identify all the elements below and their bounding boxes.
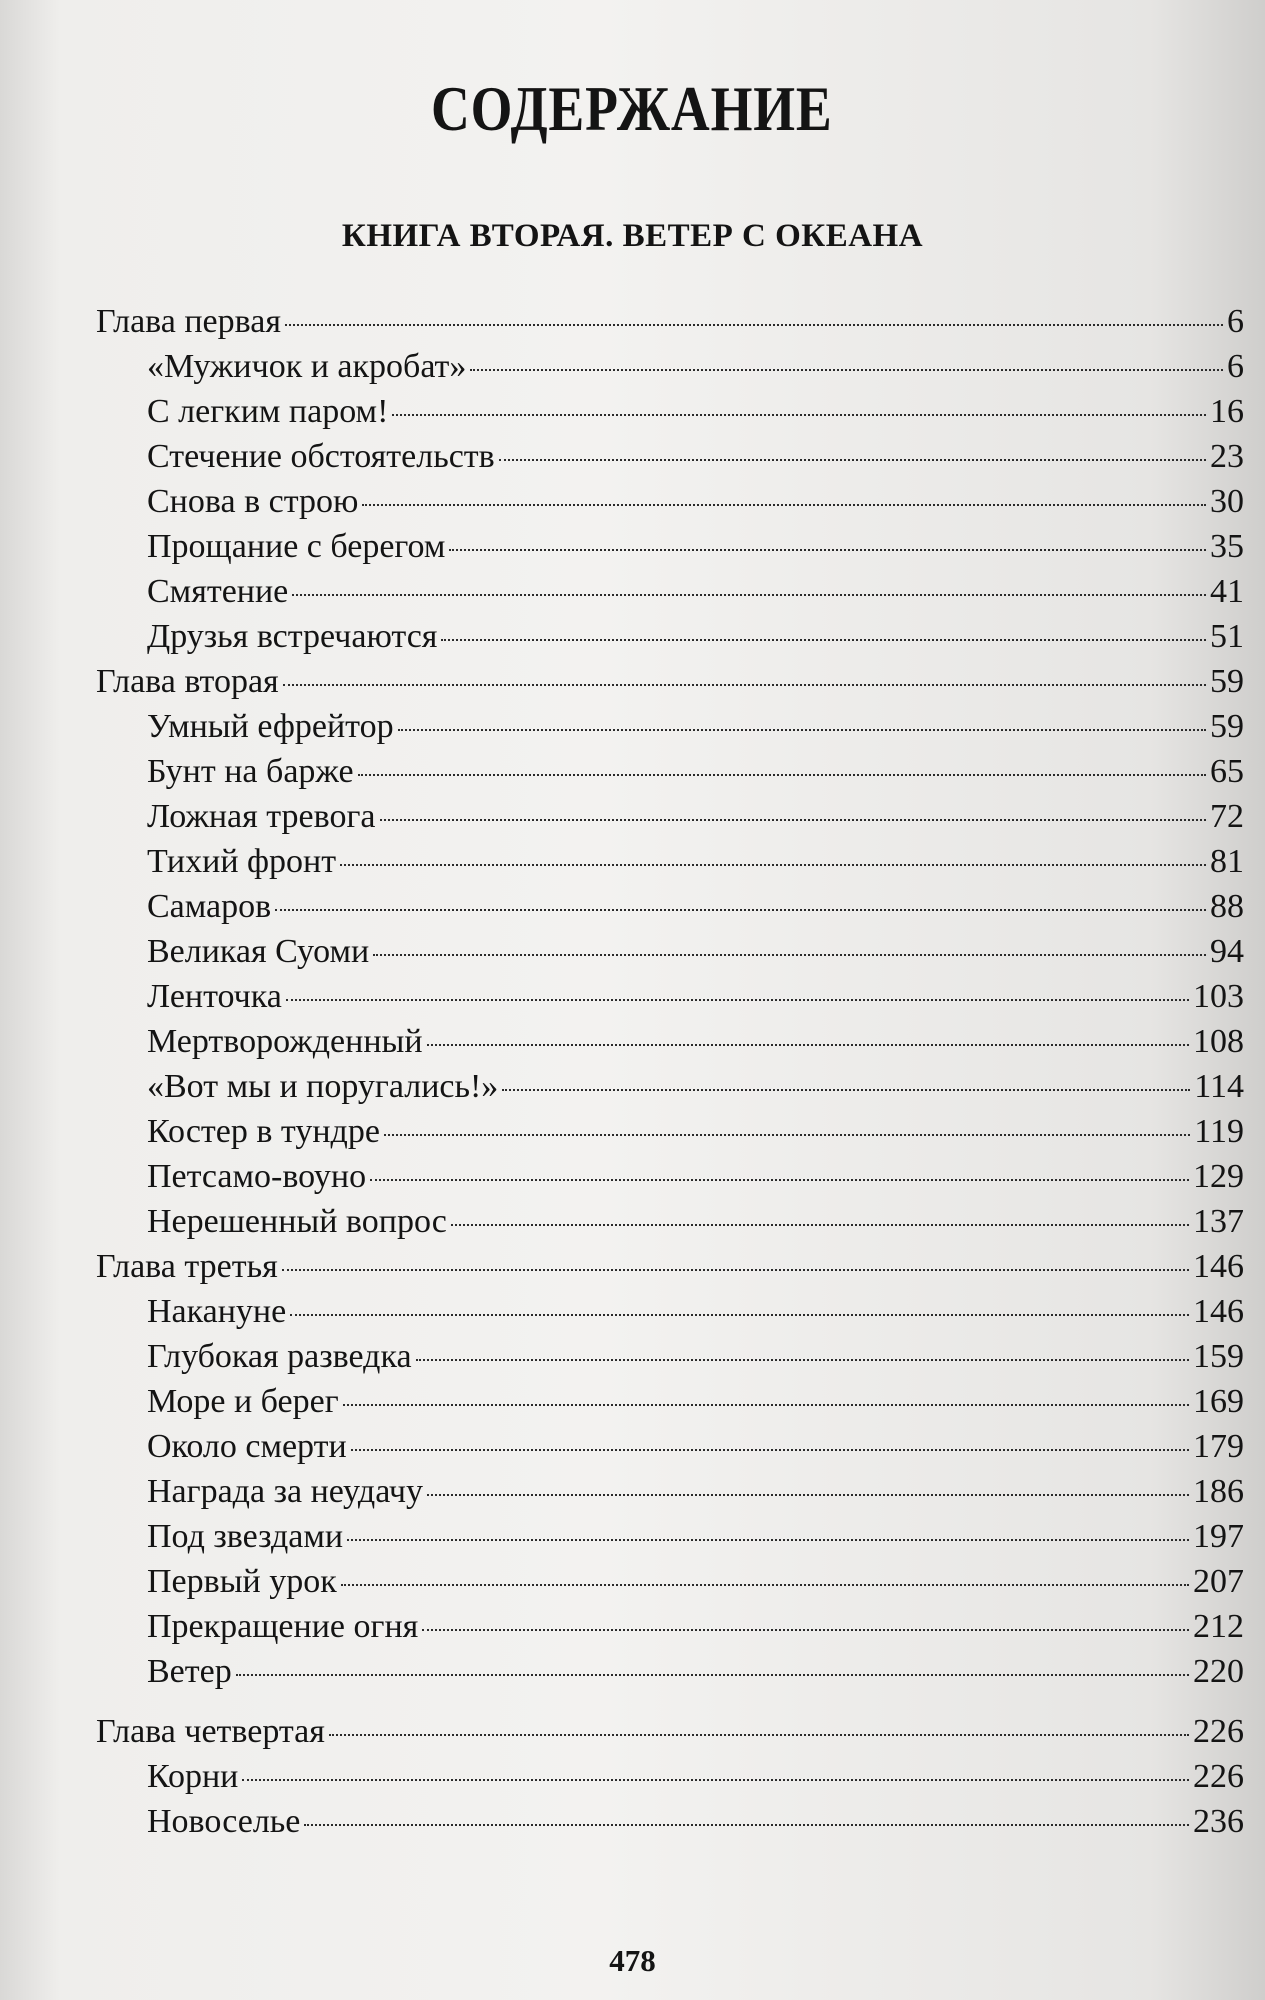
toc-section-row[interactable] (147, 1200, 1244, 1244)
dot-leader (304, 1824, 1189, 1826)
toc-entry-title: «Мужичок и акробат» (147, 348, 467, 385)
toc-entry-page: 159 (1193, 1338, 1244, 1375)
toc-entry-title: Нерешенный вопрос (147, 1203, 447, 1240)
toc-entry-title: Прощание с берегом (147, 528, 446, 565)
dot-leader (343, 1404, 1189, 1406)
toc-section-row[interactable] (147, 345, 1244, 389)
toc-entry-title: Бунт на барже (147, 753, 354, 790)
toc-entry-page: 94 (1210, 933, 1244, 970)
toc-entry-title: Глава первая (96, 303, 281, 340)
toc-entry-page: 226 (1193, 1713, 1244, 1750)
toc-entry-title: Костер в тундре (147, 1113, 380, 1150)
toc-entry-page: 59 (1210, 708, 1244, 745)
toc-entry-page: 179 (1193, 1428, 1244, 1465)
dot-leader (470, 369, 1223, 371)
toc-entry-page: 236 (1193, 1803, 1244, 1840)
toc-entry-title: Награда за неудачу (147, 1473, 424, 1510)
toc-entry-title: Ложная тревога (147, 798, 376, 835)
dot-leader (329, 1734, 1189, 1736)
toc-entry-title: Самаров (147, 888, 272, 925)
toc-entry-page: 16 (1210, 393, 1244, 430)
dot-leader (370, 1179, 1189, 1181)
toc-entry-title: Море и берег (147, 1383, 339, 1420)
dot-leader (427, 1494, 1189, 1496)
toc-chapter-row[interactable] (96, 1710, 1244, 1754)
toc-section-row[interactable] (147, 1605, 1244, 1649)
toc-entry-title: Корни (147, 1758, 239, 1795)
toc-section-row[interactable] (147, 750, 1244, 794)
toc-section-row[interactable] (147, 1470, 1244, 1514)
toc-section-row[interactable] (147, 1065, 1244, 1109)
toc-entry-title: Глубокая разведка (147, 1338, 412, 1375)
toc-entry-title: Глава четвертая (96, 1713, 325, 1750)
toc-entry-page: 35 (1210, 528, 1244, 565)
toc-section-row[interactable] (147, 390, 1244, 434)
dot-leader (275, 909, 1206, 911)
toc-section-row[interactable] (147, 840, 1244, 884)
dot-leader (347, 1539, 1189, 1541)
dot-leader (358, 774, 1206, 776)
toc-entry-page: 169 (1193, 1383, 1244, 1420)
toc-entry-page: 186 (1193, 1473, 1244, 1510)
dot-leader (283, 684, 1206, 686)
toc-section-row[interactable] (147, 1020, 1244, 1064)
toc-section-row[interactable] (147, 1155, 1244, 1199)
toc-entry-page: 108 (1193, 1023, 1244, 1060)
toc-entry-page: 59 (1210, 663, 1244, 700)
dot-leader (292, 594, 1206, 596)
dot-leader (499, 459, 1206, 461)
dot-leader (441, 639, 1206, 641)
toc-entry-title: Около смерти (147, 1428, 347, 1465)
toc-entry-page: 65 (1210, 753, 1244, 790)
toc-entry-page: 220 (1193, 1653, 1244, 1690)
dot-leader (380, 819, 1206, 821)
toc-entry-title: Мертворожденный (147, 1023, 423, 1060)
toc-entry-page: 119 (1194, 1113, 1244, 1150)
toc-section-row[interactable] (147, 1560, 1244, 1604)
toc-section-row[interactable] (147, 1290, 1244, 1334)
dot-leader (340, 864, 1206, 866)
dot-leader (285, 324, 1223, 326)
toc-entry-page: 146 (1193, 1293, 1244, 1330)
toc-entry-page: 6 (1227, 348, 1244, 385)
dot-leader (341, 1584, 1189, 1586)
toc-section-row[interactable] (147, 1110, 1244, 1154)
toc-section-row[interactable] (147, 1425, 1244, 1469)
toc-entry-title: Великая Суоми (147, 933, 370, 970)
dot-leader (282, 1269, 1189, 1271)
toc-section-row[interactable] (147, 1380, 1244, 1424)
dot-leader (422, 1629, 1189, 1631)
dot-leader (427, 1044, 1189, 1046)
toc-chapter-row[interactable] (96, 1245, 1244, 1289)
dot-leader (351, 1449, 1189, 1451)
toc-entry-page: 146 (1193, 1248, 1244, 1285)
toc-entry-page: 23 (1210, 438, 1244, 475)
toc-entry-title: Прекращение огня (147, 1608, 419, 1645)
toc-entry-title: Снова в строю (147, 483, 359, 520)
book-subtitle: КНИГА ВТОРАЯ. ВЕТЕР С ОКЕАНА (341, 218, 924, 254)
dot-leader (373, 954, 1206, 956)
toc-entry-title: Под звездами (147, 1518, 344, 1555)
toc-entry-title: Ветер (147, 1653, 232, 1690)
toc-section-row[interactable] (147, 795, 1244, 839)
toc-entry-title: Глава третья (96, 1248, 278, 1285)
toc-chapter-row[interactable] (96, 660, 1244, 704)
toc-section-row[interactable] (147, 1335, 1244, 1379)
toc-entry-page: 207 (1193, 1563, 1244, 1600)
toc-section-row[interactable] (147, 435, 1244, 479)
toc-section-row[interactable] (147, 1800, 1244, 1844)
dot-leader (449, 549, 1206, 551)
page-title: СОДЕРЖАНИЕ (430, 73, 833, 144)
toc-entry-title: Смятение (147, 573, 289, 610)
toc-entry-page: 226 (1193, 1758, 1244, 1795)
dot-leader (451, 1224, 1189, 1226)
toc-entry-page: 81 (1210, 843, 1244, 880)
toc-section-row[interactable] (147, 975, 1244, 1019)
toc-entry-page: 137 (1193, 1203, 1244, 1240)
toc-entry-title: Ленточка (147, 978, 282, 1015)
dot-leader (286, 999, 1189, 1001)
toc-section-row[interactable] (147, 615, 1244, 659)
toc-entry-page: 41 (1210, 573, 1244, 610)
toc-section-row[interactable] (147, 1755, 1244, 1799)
toc-entry-title: Умный ефрейтор (147, 708, 394, 745)
toc-entry-title: Глава вторая (96, 663, 279, 700)
toc-section-row[interactable] (147, 705, 1244, 749)
toc-entry-title: Друзья встречаются (147, 618, 438, 655)
toc-entry-page: 212 (1193, 1608, 1244, 1645)
toc-entry-page: 51 (1210, 618, 1244, 655)
dot-leader (416, 1359, 1189, 1361)
toc-entry-page: 72 (1210, 798, 1244, 835)
toc-entry-page: 114 (1194, 1068, 1244, 1105)
dot-leader (398, 729, 1206, 731)
toc-entry-page: 197 (1193, 1518, 1244, 1555)
toc-entry-title: Накануне (147, 1293, 287, 1330)
dot-leader (362, 504, 1206, 506)
dot-leader (290, 1314, 1189, 1316)
toc-entry-title: Первый урок (147, 1563, 337, 1600)
toc-entry-page: 6 (1227, 303, 1244, 340)
dot-leader (502, 1089, 1190, 1091)
toc-entry-title: Петсамо-воуно (147, 1158, 367, 1195)
toc-entry-title: Стечение обстоятельств (147, 438, 495, 475)
toc-section-row[interactable] (147, 1515, 1244, 1559)
toc-section-row[interactable] (147, 525, 1244, 569)
dot-leader (236, 1674, 1189, 1676)
dot-leader (392, 414, 1206, 416)
toc-chapter-row[interactable] (96, 300, 1244, 344)
toc-entry-page: 129 (1193, 1158, 1244, 1195)
dot-leader (384, 1134, 1190, 1136)
toc-section-row[interactable] (147, 480, 1244, 524)
toc-section-row[interactable] (147, 1650, 1244, 1694)
toc-section-row[interactable] (147, 570, 1244, 614)
toc-section-row[interactable] (147, 885, 1244, 929)
toc-entry-page: 30 (1210, 483, 1244, 520)
dot-leader (242, 1779, 1189, 1781)
toc-entry-title: «Вот мы и поругались!» (147, 1068, 499, 1105)
toc-entry-title: С легким паром! (147, 393, 389, 430)
toc-entry-page: 88 (1210, 888, 1244, 925)
toc-entry-title: Тихий фронт (147, 843, 337, 880)
toc-section-row[interactable] (147, 930, 1244, 974)
toc-entry-title: Новоселье (147, 1803, 301, 1840)
toc-entry-page: 103 (1193, 978, 1244, 1015)
page-number: 478 (609, 1943, 656, 1978)
